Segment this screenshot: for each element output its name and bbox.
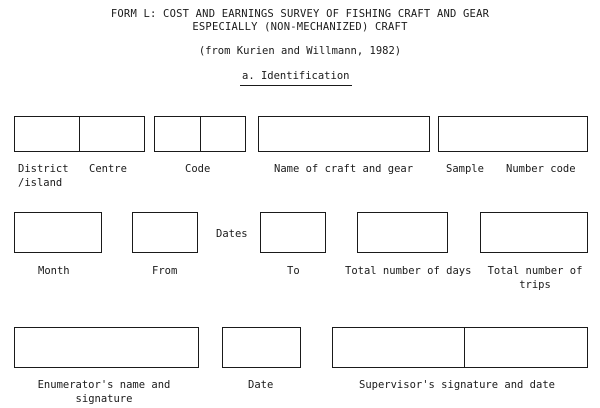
section-underline	[240, 85, 352, 86]
form-subtitle: ESPECIALLY (NON-MECHANIZED) CRAFT	[192, 21, 408, 33]
form-source: (from Kurien and Willmann, 1982)	[198, 45, 402, 57]
total-trips-box[interactable]	[480, 212, 588, 253]
form-title: FORM L: COST AND EARNINGS SURVEY OF FISHING CRAFT AND GEAR	[110, 8, 490, 20]
label-craft-gear: Name of craft and gear	[274, 163, 414, 175]
code-divider	[200, 117, 201, 151]
month-box[interactable]	[14, 212, 102, 253]
date-box[interactable]	[222, 327, 301, 368]
label-dates: Dates	[216, 228, 248, 240]
label-from: From	[152, 265, 178, 277]
total-days-box[interactable]	[357, 212, 448, 253]
label-to: To	[287, 265, 300, 277]
label-district-island: District /island	[18, 163, 69, 189]
section-heading: a. Identification	[242, 70, 350, 82]
code-box[interactable]	[154, 116, 246, 152]
label-total-trips: Total number of trips	[487, 265, 583, 291]
district-centre-box[interactable]	[14, 116, 145, 152]
label-enumerator: Enumerator's name and signature	[37, 379, 171, 405]
from-box[interactable]	[132, 212, 198, 253]
label-sample: Sample	[446, 163, 484, 175]
label-month: Month	[38, 265, 70, 277]
label-code: Code	[185, 163, 211, 175]
supervisor-divider	[464, 328, 465, 367]
supervisor-box[interactable]	[332, 327, 588, 368]
sample-number-box[interactable]	[438, 116, 588, 152]
label-supervisor: Supervisor's signature and date	[359, 379, 555, 391]
label-centre: Centre	[89, 163, 127, 175]
craft-gear-box[interactable]	[258, 116, 430, 152]
district-centre-divider	[79, 117, 80, 151]
label-date: Date	[248, 379, 274, 391]
enumerator-box[interactable]	[14, 327, 199, 368]
label-number-code: Number code	[506, 163, 576, 175]
to-box[interactable]	[260, 212, 326, 253]
label-total-days: Total number of days	[345, 265, 472, 277]
